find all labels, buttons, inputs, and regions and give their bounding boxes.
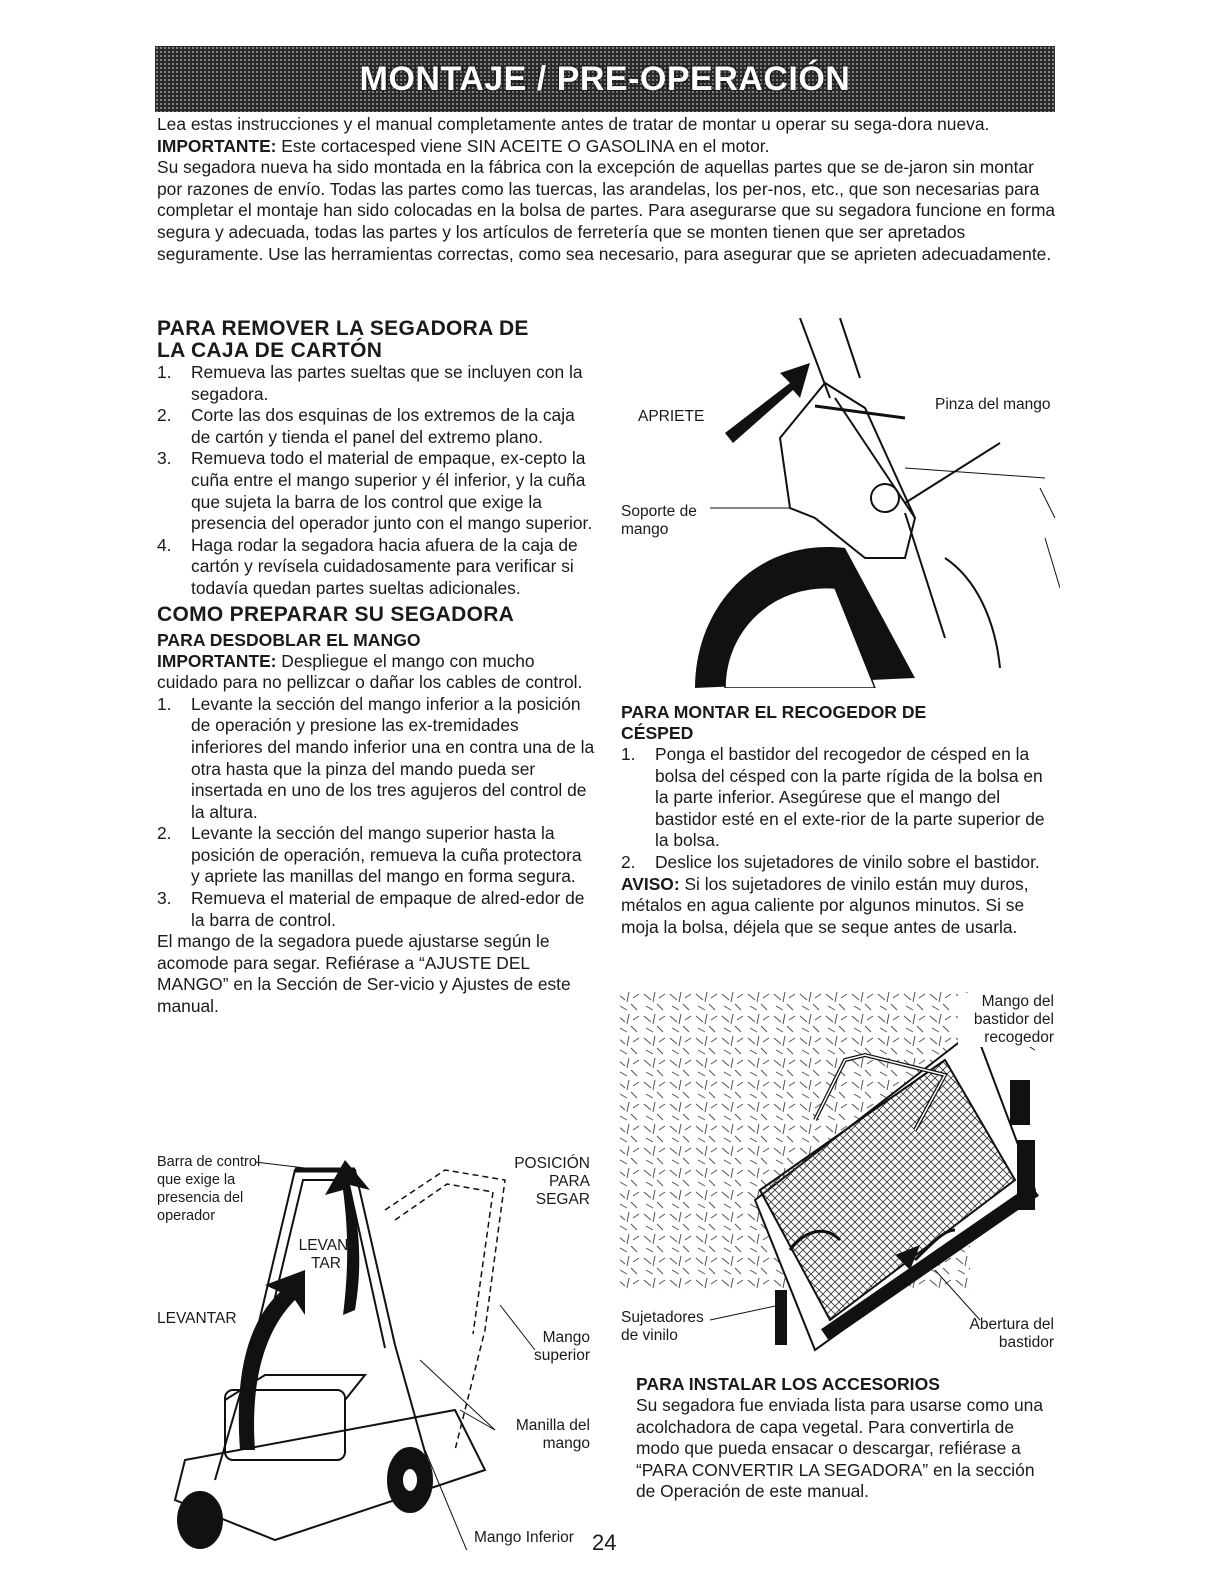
remove-section-title: PARA REMOVER LA SEGADORA DE LA CAJA DE CARTÓN — [157, 317, 529, 362]
unfold-important: IMPORTANTE: Despliegue el mango con mucho cuidado para no pellizcar o dañar los cables de control. — [157, 650, 583, 693]
intro-paragraph-1: Lea estas instrucciones y el manual completamente antes de tratar de montar u operar su sega-dora nueva. — [157, 114, 990, 134]
banner-title: MONTAJE / PRE-OPERACIÓN — [359, 59, 851, 98]
accessories-section — [636, 1374, 1056, 1503]
list-item: 3. Remueva el material de empaque de alred-edor de la barra de control. — [157, 888, 585, 930]
intro-text — [157, 114, 1057, 265]
section-banner — [155, 46, 1055, 112]
right-column — [621, 702, 1053, 938]
list-item: 1. Remueva las partes sueltas que se incluyen con la segadora. — [157, 362, 583, 404]
label-cutting-position: POSICIÓN PARA SEGAR — [514, 1155, 590, 1208]
prepare-section-title: COMO PREPARAR SU SEGADORA — [157, 602, 515, 626]
label-vinyl-clips: Sujetadores de vinilo — [621, 1309, 704, 1344]
label-lift-small: LEVAN-TAR — [298, 1237, 354, 1272]
list-item: 1. Levante la sección del mango inferior a la posición de operación y presione las ex-tremidades inferiores del mando inferior una en contra una de la otra hasta que la pinza del mando pueda ser insertada en uno de los tres agujeros del control de la altura. — [157, 693, 595, 822]
remove-steps — [157, 362, 595, 600]
page-number: 24 — [592, 1530, 617, 1555]
unfold-closing: El mango de la segadora puede ajustarse según le acomode para segar. Refiérase a “AJUSTE DEL MANGO” en la Sección de Ser-vicio y Ajustes de este manual. — [157, 931, 571, 1017]
label-lift: LEVANTAR — [157, 1310, 237, 1327]
label-frame-opening: Abertura del bastidor — [969, 1316, 1054, 1351]
accessories-text: Su segadora fue enviada lista para usarse como una acolchadora de capa vegetal. Para convertirla de modo que pueda ensacar o descargar, refiérase a “PARA CONVERTIR LA SEGADORA” en la sección de Operación de este manual. — [636, 1395, 1044, 1502]
label-frame-handle: Mango del bastidor del recogedor — [958, 993, 1054, 1047]
label-lower-handle: Mango Inferior — [474, 1529, 574, 1546]
catcher-section-title: PARA MONTAR EL RECOGEDOR DE CÉSPED — [621, 702, 927, 743]
label-squeeze: APRIETE — [638, 408, 705, 425]
accessories-title: PARA INSTALAR LOS ACCESORIOS — [636, 1374, 940, 1394]
catcher-steps — [621, 744, 1053, 874]
unfold-handle-subtitle: PARA DESDOBLAR EL MANGO — [157, 629, 421, 650]
list-item: 2. Corte las dos esquinas de los extremos de la caja de cartón y tienda el panel del extremo plano. — [157, 405, 575, 447]
intro-paragraph-3: Su segadora nueva ha sido montada en la fábrica con la excepción de aquellas partes que se de-jaron sin montar por razones de envío. Todas las partes como las tuercas, las arandelas, los per-nos, etc., que son necesarias para completar el montaje han sido colocadas en la bolsa de partes. Para asegurarse que su segadora funcione en forma segura y adecuada, todas las partes y los artículos de ferretería que se monten tienen que ser apretados seguramente. Use las herramientas correctas, como sea necesario, para asegurar que se aprieten adecuadamente. — [157, 157, 1056, 264]
label-handle-pin: Pinza del mango — [935, 396, 1051, 413]
list-item: 2. Deslice los sujetadores de vinilo sobre el bastidor. — [621, 851, 1040, 872]
intro-paragraph-2 — [157, 136, 1057, 158]
unfold-steps — [157, 694, 595, 932]
label-handle-bracket: Soporte de mango — [621, 503, 697, 538]
left-column — [157, 318, 595, 1018]
list-item: 1. Ponga el bastidor del recogedor de césped en la bolsa del césped con la parte rígida de la bolsa en la parte inferior. Asegúrese que el mango del bastidor esté en el exte-rior de la parte superior de la bolsa. — [621, 744, 1045, 851]
label-upper-handle: Mango superior — [534, 1329, 590, 1364]
list-item: 2. Levante la sección del mango superior hasta la posición de operación, remueva la cuña protectora y apriete las manillas del mango en forma segura. — [157, 823, 582, 887]
important-text: Este cortacesped viene SIN ACEITE O GASOLINA en el motor. — [276, 135, 770, 156]
label-control-bar: Barra de control que exige la presencia del operador — [157, 1154, 261, 1224]
important-label: IMPORTANTE: — [157, 135, 277, 156]
list-item: 3. Remueva todo el material de empaque, ex-cepto la cuña entre el mango superior y él inferior, y la cuña que sujeta la barra de los control que exige la presencia del operador junto con el mango superior. — [157, 448, 593, 534]
catcher-notice: AVISO: Si los sujetadores de vinilo están muy duros, métalos en agua caliente por algunos minutos. Si se moja la bolsa, déjela que se seque antes de usarla. — [621, 873, 1029, 937]
label-handle-knob: Manilla del mango — [515, 1417, 590, 1452]
list-item: 4. Haga rodar la segadora hacia afuera de la caja de cartón y revísela cuidadosamente para verificar si todavía quedan partes sueltas adicionales. — [157, 534, 578, 598]
